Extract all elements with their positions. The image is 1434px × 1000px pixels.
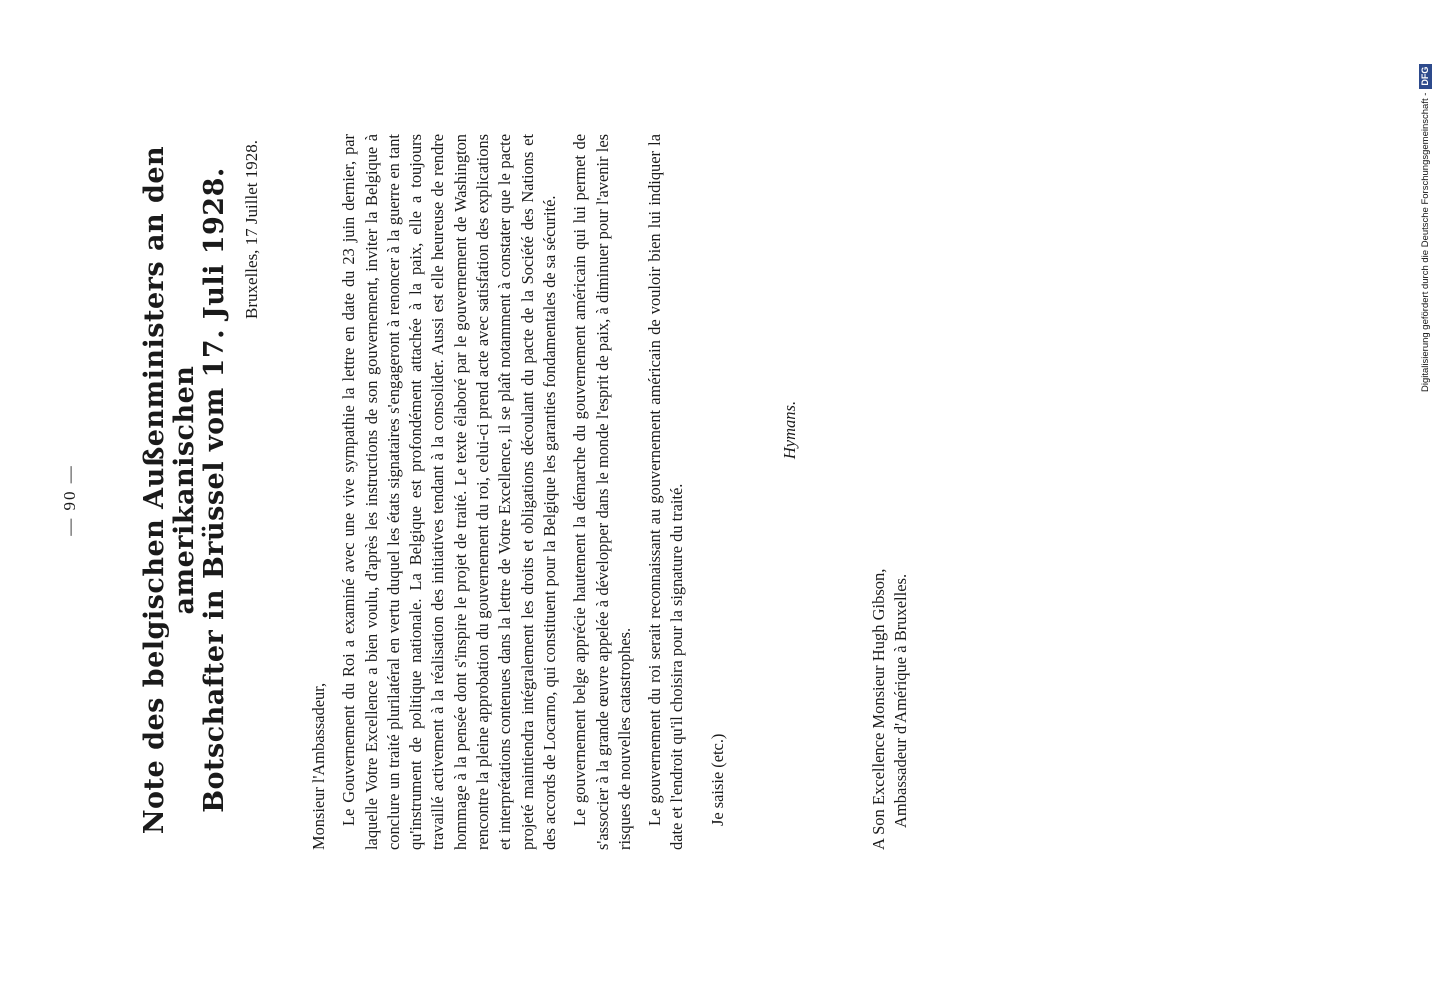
addressee-line-1: A Son Excellence Monsieur Hugh Gibson, — [869, 568, 888, 850]
salutation: Monsieur l'Ambassadeur, — [309, 682, 328, 850]
addressee-block — [868, 250, 912, 850]
digitization-credit-text: Digitalisierung gefördert durch die Deutsche Forschungsgemeinschaft - — [1420, 92, 1431, 392]
letter-body — [308, 134, 729, 850]
closing-formula: Je saisie (etc.) — [707, 733, 727, 826]
document-title — [140, 140, 230, 840]
dfg-logo: DFG — [1419, 64, 1432, 89]
paragraph-1: Le Gouvernement du Roi a examiné avec une vive sympathie la lettre en date du 23 juin dernier, par laquelle Votre Excellence a bien voulu, d'après les instructions de son gouvernement, inviter la Belgique à conclure un traité plurilatéral en vertu duquel les états signataires s'engageront à renoncer à la guerre en tant qu'instrument de politique nationale. La Belgique est profondément attachée à la paix, elle a toujours travaillé activement à la réalisation des initiatives tendant à la consolider. Aussi est elle heureuse de rendre hommage à la pensée dont s'inspire le projet de traité. Le texte élaboré par le gouvernement de Washington rencontre la pleine approbation du gouvernement du roi, celui-ci prend acte avec satisfation des explications et interprétations contenues dans la lettre de Votre Excellence, il se plaît notamment à constater que le pacte projeté maintiendra intégralement les droits et obligations découlant du pacte de la Société des Nations et des accords de Locarno, qui constituent pour la Belgique les garanties fondamentales de sa sécurité. — [339, 134, 559, 850]
page-number: — 90 — — [60, 464, 79, 536]
addressee-line-2: Ambassadeur d'Amérique à Bruxelles. — [891, 573, 910, 828]
digitization-credit — [1418, 0, 1434, 392]
title-line-1: Note des belgischen Außenministers an den amerikanischen — [139, 145, 200, 835]
signature: Hymans. — [780, 400, 799, 460]
title-line-2: Botschafter in Brüssel vom 17. Juli 1928. — [199, 167, 230, 813]
paragraph-3: Le gouvernement du roi serait reconnaissant au gouvernement américain de vouloir bien lui indiquer la date et l'endroit qu'il choisira pour la signature du traité. — [645, 134, 687, 850]
paragraph-2: Le gouvernement belge apprécie hautement la démarche du gouvernement américain qui lui permet de s'associer à la grande œuvre appelée à développer dans le monde l'esprit de paix, à diminuer pour l'avenir les risques de nouvelles catastrophes. — [570, 134, 634, 850]
dateline: Bruxelles, 17 Juillet 1928. — [242, 140, 261, 319]
